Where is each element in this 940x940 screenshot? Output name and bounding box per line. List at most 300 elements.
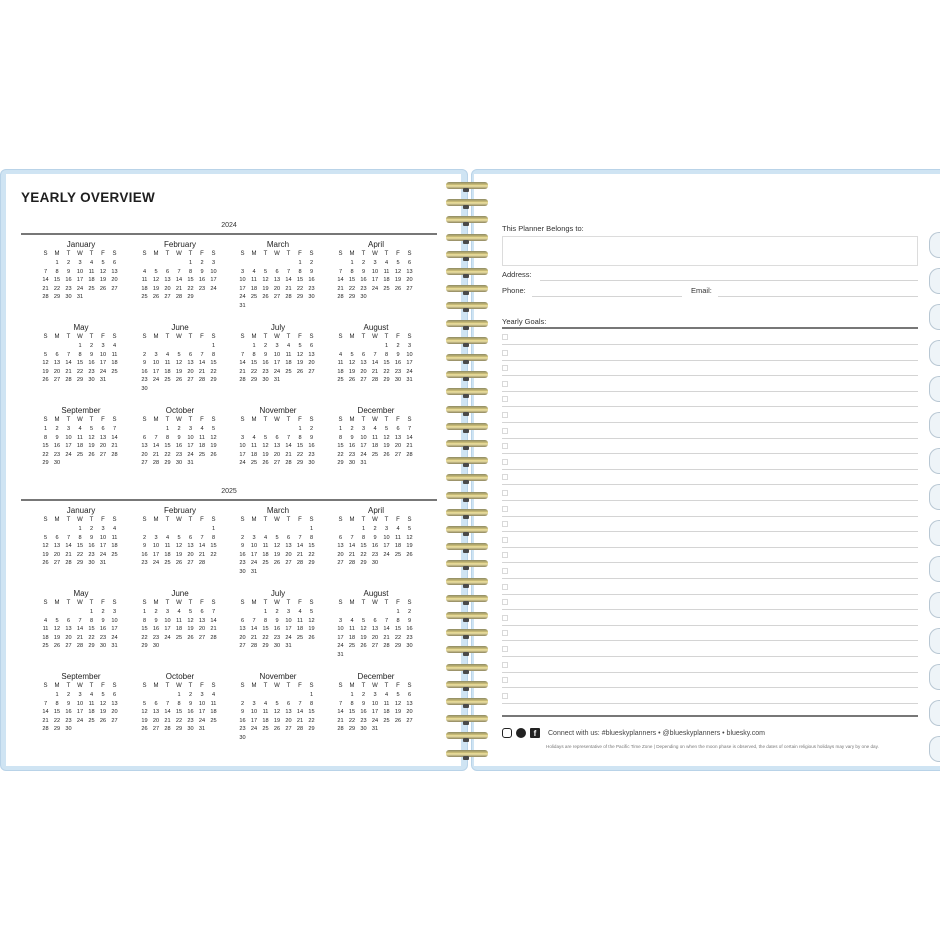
day-number: 4 xyxy=(165,351,170,358)
address-line[interactable] xyxy=(540,280,918,281)
day-number: 29 xyxy=(360,560,367,567)
week-row xyxy=(134,285,226,294)
day-number: 19 xyxy=(42,551,49,558)
day-number: 31 xyxy=(273,377,281,384)
day-number: 23 xyxy=(88,551,95,558)
weekday-letter: F xyxy=(396,334,400,340)
coil-post xyxy=(463,446,469,450)
day-number: 19 xyxy=(383,443,390,450)
goal-checkbox[interactable] xyxy=(502,334,508,340)
weekday-letter: S xyxy=(43,334,48,340)
day-number xyxy=(335,608,346,617)
weekday-letter: M xyxy=(54,683,60,689)
goal-line[interactable] xyxy=(502,562,918,563)
goal-line[interactable] xyxy=(502,375,918,376)
day-number: 5 xyxy=(188,609,193,615)
weekday-letter: T xyxy=(384,517,389,523)
day-number xyxy=(162,342,173,351)
goal-line[interactable] xyxy=(502,594,918,595)
day-number: 1 xyxy=(78,343,82,349)
week-row xyxy=(35,259,127,268)
day-number: 19 xyxy=(99,277,107,284)
day-number: 18 xyxy=(250,285,258,292)
weekday-letter: S xyxy=(240,600,245,606)
coil-post xyxy=(463,618,469,622)
day-number: 20 xyxy=(111,277,118,284)
goal-line[interactable] xyxy=(502,656,918,657)
goal-line[interactable] xyxy=(502,344,918,345)
month-tab[interactable] xyxy=(929,664,940,690)
day-number: 11 xyxy=(42,626,49,633)
day-number: 16 xyxy=(360,277,367,284)
goal-checkbox[interactable] xyxy=(502,584,508,590)
weekday-letter: T xyxy=(188,417,193,423)
day-number: 15 xyxy=(262,626,269,633)
day-number: 28 xyxy=(250,643,258,650)
week-row xyxy=(232,342,324,351)
day-number: 6 xyxy=(275,268,279,275)
day-number xyxy=(237,608,248,617)
month-calendar xyxy=(232,322,324,385)
day-number xyxy=(306,642,317,651)
day-number: 3 xyxy=(252,534,256,541)
day-number: 21 xyxy=(164,717,171,724)
day-number: 26 xyxy=(262,460,269,467)
month-tab[interactable] xyxy=(929,736,940,762)
day-number: 17 xyxy=(111,626,118,633)
goal-checkbox[interactable] xyxy=(502,662,508,668)
day-number: 16 xyxy=(65,277,72,284)
day-number: 27 xyxy=(152,726,160,733)
month-tab[interactable] xyxy=(929,340,940,366)
day-number: 11 xyxy=(383,268,390,275)
day-number xyxy=(306,568,317,577)
day-number: 30 xyxy=(65,726,72,733)
month-tab[interactable] xyxy=(929,556,940,582)
day-number: 24 xyxy=(273,368,281,375)
month-calendar xyxy=(35,239,127,302)
goal-checkbox[interactable] xyxy=(502,599,508,605)
day-number: 23 xyxy=(53,451,61,458)
day-number: 5 xyxy=(263,434,268,441)
weekday-letter: W xyxy=(274,334,280,340)
week-row xyxy=(330,542,422,551)
day-number: 8 xyxy=(350,268,354,275)
day-number: 20 xyxy=(99,443,107,450)
day-number: 2 xyxy=(350,426,354,432)
day-number: 25 xyxy=(175,634,183,641)
day-number: 14 xyxy=(175,277,183,284)
week-row xyxy=(35,542,127,551)
day-number: 8 xyxy=(350,700,354,707)
day-number: 11 xyxy=(176,617,182,624)
goal-checkbox[interactable] xyxy=(502,630,508,636)
day-number: 24 xyxy=(371,285,379,292)
day-number: 13 xyxy=(187,360,194,367)
day-number: 18 xyxy=(164,368,171,375)
weekday-letter: T xyxy=(361,251,366,257)
goal-checkbox[interactable] xyxy=(502,459,508,465)
day-number: 16 xyxy=(65,709,72,716)
day-number: 21 xyxy=(337,285,344,292)
day-number: 25 xyxy=(164,560,171,567)
week-row xyxy=(134,376,226,385)
day-number: 12 xyxy=(53,626,61,633)
day-number: 8 xyxy=(252,351,256,358)
week-row xyxy=(232,442,324,451)
day-number: 26 xyxy=(273,726,281,733)
day-number: 15 xyxy=(337,443,344,450)
day-number: 17 xyxy=(210,277,217,284)
day-number xyxy=(151,425,162,434)
week-row xyxy=(35,642,127,651)
month-tab[interactable] xyxy=(929,448,940,474)
day-number: 24 xyxy=(360,451,367,458)
day-number: 28 xyxy=(152,460,160,467)
weekday-letter: S xyxy=(407,600,412,606)
day-number: 20 xyxy=(187,551,194,558)
month-tab[interactable] xyxy=(929,592,940,618)
instagram-icon xyxy=(502,728,512,738)
day-number: 27 xyxy=(65,643,72,650)
weekday-letter: T xyxy=(361,517,366,523)
goal-checkbox[interactable] xyxy=(502,521,508,527)
goal-checkbox[interactable] xyxy=(502,677,508,683)
day-number: 23 xyxy=(262,368,269,375)
day-number: 13 xyxy=(141,443,148,450)
day-number: 12 xyxy=(141,709,148,716)
day-number: 2 xyxy=(361,692,366,698)
day-number: 8 xyxy=(142,617,147,624)
day-number: 31 xyxy=(337,651,344,658)
day-number: 11 xyxy=(372,434,378,441)
day-number: 25 xyxy=(262,560,269,567)
month-tab[interactable] xyxy=(929,484,940,510)
day-number: 16 xyxy=(406,626,413,633)
day-number: 9 xyxy=(142,360,147,367)
day-number: 17 xyxy=(250,717,258,724)
day-number xyxy=(283,734,294,743)
day-number: 20 xyxy=(394,443,402,450)
day-number: 30 xyxy=(187,726,194,733)
day-number: 1 xyxy=(211,526,216,532)
goal-line[interactable] xyxy=(502,438,918,439)
day-number: 1 xyxy=(361,526,366,532)
weekday-letter: M xyxy=(54,334,60,340)
goal-line[interactable] xyxy=(502,453,918,454)
day-number: 6 xyxy=(188,351,193,358)
day-number: 27 xyxy=(285,560,292,567)
day-number: 6 xyxy=(55,534,59,541)
day-number: 24 xyxy=(99,368,107,375)
day-number: 16 xyxy=(360,709,367,716)
day-number: 12 xyxy=(99,700,107,707)
day-number xyxy=(249,525,260,534)
day-number: 24 xyxy=(210,285,217,292)
goal-line[interactable] xyxy=(502,531,918,532)
owner-name-field[interactable] xyxy=(502,236,918,266)
goal-checkbox[interactable] xyxy=(502,568,508,574)
day-number: 4 xyxy=(78,426,82,432)
day-number: 29 xyxy=(308,560,315,567)
weekday-letter: T xyxy=(188,600,193,606)
footer-rule xyxy=(502,715,918,717)
day-number: 22 xyxy=(210,551,217,558)
week-row xyxy=(232,559,324,568)
week-row xyxy=(232,691,324,700)
day-number xyxy=(208,293,219,302)
month-tab[interactable] xyxy=(929,232,940,258)
coil-post xyxy=(463,377,469,381)
weekday-letter: S xyxy=(338,334,343,340)
month-calendar xyxy=(232,671,324,743)
week-row xyxy=(232,642,324,651)
month-tab[interactable] xyxy=(929,412,940,438)
goal-line[interactable] xyxy=(502,484,918,485)
day-number: 4 xyxy=(384,692,389,698)
goal-line[interactable] xyxy=(502,516,918,517)
month-tab[interactable] xyxy=(929,268,940,294)
day-number: 3 xyxy=(373,692,377,698)
month-tab[interactable] xyxy=(929,376,940,402)
day-number: 21 xyxy=(383,634,390,641)
day-number xyxy=(335,691,346,700)
day-number: 27 xyxy=(406,285,413,292)
week-row xyxy=(35,525,127,534)
day-number: 10 xyxy=(273,351,281,358)
day-number xyxy=(86,459,97,468)
day-number: 6 xyxy=(361,351,366,358)
day-number: 16 xyxy=(187,709,194,716)
goal-checkbox[interactable] xyxy=(502,506,508,512)
goal-line[interactable] xyxy=(502,360,918,361)
day-number: 28 xyxy=(65,560,72,567)
day-number: 6 xyxy=(407,260,412,266)
goal-checkbox[interactable] xyxy=(502,381,508,387)
day-number xyxy=(381,608,392,617)
coil-post xyxy=(463,188,469,192)
goal-checkbox[interactable] xyxy=(502,474,508,480)
day-number: 14 xyxy=(198,360,206,367)
day-number: 9 xyxy=(101,617,105,624)
week-row xyxy=(330,551,422,560)
day-number xyxy=(185,385,196,394)
goal-checkbox[interactable] xyxy=(502,412,508,418)
day-number: 28 xyxy=(175,294,183,301)
goal-checkbox[interactable] xyxy=(502,552,508,558)
weekday-header xyxy=(35,599,127,608)
day-number: 4 xyxy=(177,609,181,615)
weekday-letter: S xyxy=(43,417,48,423)
day-number: 24 xyxy=(239,294,246,301)
goal-line[interactable] xyxy=(502,500,918,501)
weekday-letter: T xyxy=(263,683,268,689)
day-number xyxy=(272,259,283,268)
day-number: 13 xyxy=(406,700,413,707)
goal-line[interactable] xyxy=(502,625,918,626)
day-number xyxy=(260,302,271,311)
goal-checkbox[interactable] xyxy=(502,350,508,356)
goal-checkbox[interactable] xyxy=(502,396,508,402)
day-number: 26 xyxy=(360,643,367,650)
weekday-letter: S xyxy=(338,600,343,606)
day-number: 28 xyxy=(383,643,390,650)
day-number xyxy=(208,559,219,568)
month-tab[interactable] xyxy=(929,700,940,726)
day-number: 16 xyxy=(262,360,269,367)
goal-checkbox[interactable] xyxy=(502,443,508,449)
day-number: 23 xyxy=(65,717,72,724)
weekday-letter: S xyxy=(309,417,314,423)
weekday-letter: M xyxy=(251,251,257,257)
day-number: 8 xyxy=(309,700,314,707)
goal-line[interactable] xyxy=(502,672,918,673)
goal-line[interactable] xyxy=(502,703,918,704)
day-number: 18 xyxy=(198,443,206,450)
day-number: 17 xyxy=(164,626,171,633)
day-number: 18 xyxy=(88,709,95,716)
day-number: 7 xyxy=(154,434,158,441)
day-number: 8 xyxy=(361,534,366,541)
day-number: 26 xyxy=(175,377,183,384)
day-number: 13 xyxy=(239,626,246,633)
day-number: 8 xyxy=(338,434,343,441)
day-number: 2 xyxy=(373,526,377,532)
week-row xyxy=(232,708,324,717)
weekday-letter: F xyxy=(396,683,400,689)
goal-checkbox[interactable] xyxy=(502,646,508,652)
day-number: 1 xyxy=(55,260,59,266)
goal-checkbox[interactable] xyxy=(502,615,508,621)
day-number: 28 xyxy=(285,460,292,467)
day-number: 8 xyxy=(211,534,216,541)
weekday-header xyxy=(134,416,226,425)
day-number: 9 xyxy=(263,351,268,358)
day-number: 14 xyxy=(285,277,292,284)
day-number xyxy=(370,293,381,302)
weekday-letter: T xyxy=(286,334,291,340)
day-number: 2 xyxy=(200,260,204,266)
month-calendar xyxy=(35,671,127,734)
day-number: 1 xyxy=(350,692,354,698)
month-tab[interactable] xyxy=(929,628,940,654)
day-number xyxy=(63,608,74,617)
day-number xyxy=(404,459,415,468)
goal-checkbox[interactable] xyxy=(502,365,508,371)
goal-checkbox[interactable] xyxy=(502,693,508,699)
weekday-letter: M xyxy=(251,334,257,340)
goal-line[interactable] xyxy=(502,469,918,470)
phone-line[interactable] xyxy=(532,296,682,297)
weekday-letter: W xyxy=(176,600,182,606)
week-row xyxy=(134,625,226,634)
day-number: 25 xyxy=(296,634,304,641)
weekday-header xyxy=(134,250,226,259)
day-number: 6 xyxy=(407,692,412,698)
day-number: 28 xyxy=(42,294,49,301)
weekday-letter: S xyxy=(211,334,216,340)
month-calendar xyxy=(134,322,226,394)
coil-post xyxy=(463,205,469,209)
goal-line[interactable] xyxy=(502,391,918,392)
weekday-letter: T xyxy=(165,517,170,523)
week-row xyxy=(134,642,226,651)
email-line[interactable] xyxy=(718,296,918,297)
day-number: 9 xyxy=(396,351,400,358)
day-number xyxy=(335,259,346,268)
day-number: 24 xyxy=(198,717,206,724)
day-number: 3 xyxy=(240,434,245,441)
day-number: 20 xyxy=(406,709,413,716)
day-number: 6 xyxy=(286,700,291,707)
day-number xyxy=(208,385,219,394)
goal-line[interactable] xyxy=(502,578,918,579)
day-number: 19 xyxy=(262,451,269,458)
day-number xyxy=(174,342,185,351)
month-tab[interactable] xyxy=(929,304,940,330)
month-tab[interactable] xyxy=(929,520,940,546)
week-row xyxy=(330,634,422,643)
day-number: 7 xyxy=(43,268,48,275)
day-number: 25 xyxy=(42,643,49,650)
day-number xyxy=(151,691,162,700)
month-calendar xyxy=(330,405,422,468)
goal-checkbox[interactable] xyxy=(502,428,508,434)
goal-checkbox[interactable] xyxy=(502,490,508,496)
day-number: 8 xyxy=(298,434,302,441)
day-number xyxy=(197,459,208,468)
week-row xyxy=(330,451,422,460)
goal-checkbox[interactable] xyxy=(502,537,508,543)
day-number: 1 xyxy=(142,609,147,615)
weekday-letter: S xyxy=(338,683,343,689)
day-number: 24 xyxy=(152,560,160,567)
month-calendar xyxy=(330,671,422,734)
day-number: 29 xyxy=(250,377,258,384)
weekday-letter: T xyxy=(263,517,268,523)
day-number: 12 xyxy=(273,709,281,716)
day-number xyxy=(370,608,381,617)
coil-post xyxy=(463,738,469,742)
weekday-letter: M xyxy=(54,517,60,523)
day-number: 23 xyxy=(371,551,379,558)
week-row xyxy=(134,708,226,717)
weekday-header xyxy=(35,333,127,342)
day-number: 21 xyxy=(152,451,160,458)
day-number: 16 xyxy=(99,626,107,633)
day-number: 8 xyxy=(188,268,193,275)
day-number: 17 xyxy=(239,285,246,292)
day-number: 15 xyxy=(76,543,84,550)
goal-line[interactable] xyxy=(502,640,918,641)
goal-line[interactable] xyxy=(502,687,918,688)
day-number: 10 xyxy=(250,709,258,716)
day-number: 30 xyxy=(262,377,269,384)
weekday-header xyxy=(330,599,422,608)
day-number: 9 xyxy=(240,709,245,716)
day-number: 20 xyxy=(273,285,281,292)
goal-line[interactable] xyxy=(502,609,918,610)
day-number xyxy=(260,691,271,700)
goal-line[interactable] xyxy=(502,547,918,548)
goal-line[interactable] xyxy=(502,406,918,407)
day-number: 10 xyxy=(406,351,413,358)
day-number: 17 xyxy=(198,709,206,716)
day-number: 28 xyxy=(76,643,84,650)
day-number: 15 xyxy=(296,277,304,284)
day-number: 13 xyxy=(406,268,413,275)
goal-line[interactable] xyxy=(502,422,918,423)
